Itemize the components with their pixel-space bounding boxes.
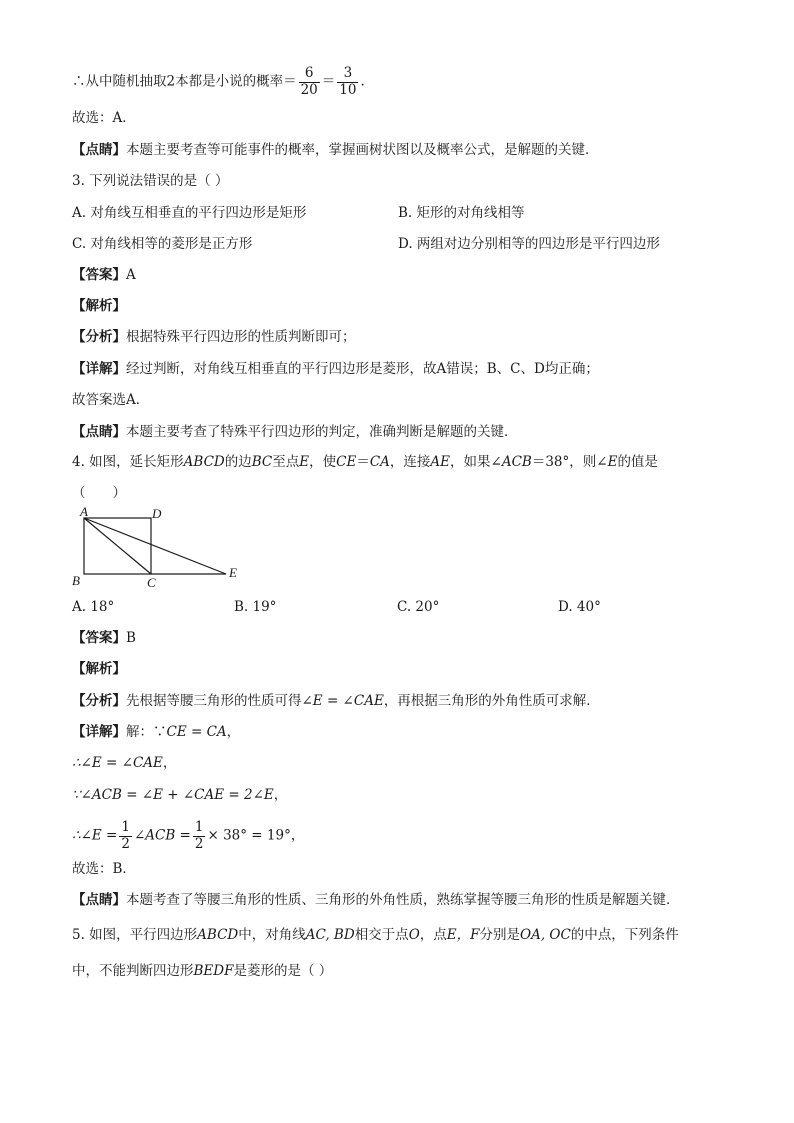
label-a: A [80,504,88,519]
q2-dianjing-line: 【点睛】本题主要考查等可能事件的概率，掌握画树状图以及概率公式，是解题的关键． [72,142,599,158]
q4-xiangjie: 【详解】解：∵CE = CA， [72,724,241,740]
q4-fenxi: 【分析】先根据等腰三角形的性质可得∠E = ∠CAE，再根据三角形的外角性质可求解． [72,693,600,709]
q4-option-b: B. 19° [234,599,277,615]
fraction-one-half-2: $\frac{1}{2}$ [194,819,204,852]
q3-stem: 3. 下列说法错误的是（ ） [72,173,229,189]
label-e: E [229,565,237,580]
q3-fenxi: 【分析】根据特殊平行四边形的性质判断即可； [72,329,356,345]
label-d: D [152,506,162,521]
q3-select: 故答案选A． [72,392,150,408]
fraction-3-10: $\frac{3}{10}$ [339,65,357,98]
q5-stem-line-1: 5. 如图，平行四边形ABCD中，对角线AC, BD相交于点O，点E，F分别是OA, OC的中点，下列条件 [72,927,679,943]
q3-answer: 【答案】A [72,267,136,283]
fraction-one-half: $\frac{1}{2}$ [121,819,130,852]
q3-option-b: B. 矩形的对角线相等 [398,205,525,221]
q2-select-line: 故选：A． [72,110,136,126]
q3-dianjing: 【点睛】本题主要考查了特殊平行四边形的判定，准确判断是解题的关键． [72,424,518,440]
q3-option-c: C. 对角线相等的菱形是正方形 [72,236,253,252]
q4-paren: （ ） [72,485,126,501]
q4-rectangle-figure [66,502,256,592]
label-b: B [72,573,80,588]
q3-jiexi: 【解析】 [72,298,126,314]
q4-step-3: ∴∠E = $\frac{1}{2}$ ∠ACB = $\frac{1}{2}$ × 38° = 19°， [72,819,305,852]
q4-option-c: C. 20° [397,599,440,615]
q4-select: 故选：B． [72,861,136,877]
q4-stem: 4. 如图，延长矩形ABCD的边BC至点E，使CE＝CA，连接AE，如果∠ACB＝38°，则∠E的值是 [72,454,658,470]
q4-option-a: A. 18° [72,599,115,615]
segment-ae [84,518,226,574]
q4-step-2: ∵∠ACB = ∠E + ∠CAE = 2∠E， [72,787,288,803]
label-c: C [147,575,156,590]
q4-step-1: ∴∠E = ∠CAE， [72,755,177,771]
q4-answer: 【答案】B [72,630,136,646]
q5-stem-line-2: 中，不能判断四边形BEDF是菱形的是（ ） [72,963,333,979]
q4-jiexi: 【解析】 [72,661,126,677]
q3-option-a: A. 对角线互相垂直的平行四边形是矩形 [72,205,307,221]
segment-ac [84,518,151,574]
fraction-6-20: $\frac{6}{20}$ [300,65,318,98]
q4-option-d: D. 40° [558,599,601,615]
q3-xiangjie: 【详解】经过判断，对角线互相垂直的平行四边形是菱形，故A错误；B、C、D均正确； [72,361,599,377]
probability-line: ∴从中随机抽取2本都是小说的概率＝ $\frac{6}{20}$ ＝ $\frac{3}{10}$ . [72,65,365,98]
q3-option-d: D. 两组对边分别相等的四边形是平行四边形 [398,236,660,252]
q4-dianjing: 【点睛】本题考查了等腰三角形的性质、三角形的外角性质，熟练掌握等腰三角形的性质是解题关键． [72,892,680,908]
